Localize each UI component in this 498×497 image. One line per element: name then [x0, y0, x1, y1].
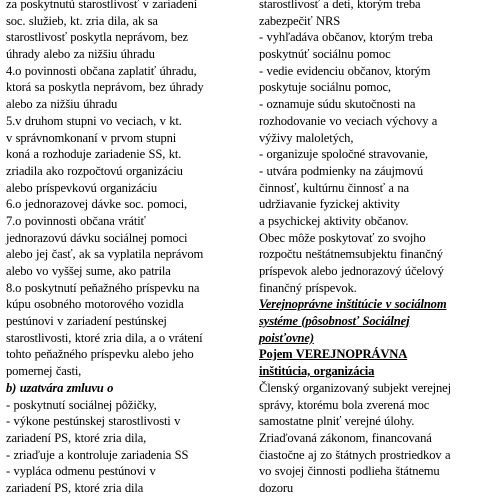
text-line: pomernej časti,: [6, 364, 82, 379]
text-line: rozhodovanie vo veciach výchovy a: [259, 113, 438, 128]
text-line: starostlivosti, ktoré zria dila, a o vrátení: [6, 330, 203, 345]
text-line: koná a rozhoduje zariadenie SS, kt.: [6, 147, 182, 162]
text-line: rozpočtu neštátnemsubjektu finančný: [259, 247, 443, 262]
text-line: Zriaďovaná zákonom, financovaná: [259, 430, 432, 445]
text-line: - organizuje spoločné stravovanie,: [259, 147, 428, 162]
text-line: alebo za nižšiu úhradu: [6, 97, 118, 112]
text-line: 8.o poskytnutí peňažného príspevku na: [6, 280, 200, 295]
text-line: - zriaďuje a kontroluje zariadenia SS: [6, 447, 189, 462]
text-line: zabezpečiť NRS: [259, 13, 341, 28]
text-line: 7.o povinnosti občana vrátiť: [6, 213, 146, 228]
bold-section-heading: Pojem VEREJNOPRÁVNA: [259, 347, 408, 362]
text-line: - výkone pestúnskej starostlivosti v: [6, 414, 181, 429]
text-line: alebo vo vyššej sume, ako patrila: [6, 264, 171, 278]
text-line: poskytnúť sociálnu pomoc: [259, 47, 391, 62]
text-line: finančný príspevok.: [259, 280, 357, 295]
text-line: kúpu osobného motorového vozidla: [6, 297, 184, 312]
text-line: - vedie evidenciu občanov, ktorým: [259, 63, 431, 78]
text-line: alebo príspevkovú organizáciu: [6, 180, 157, 195]
text-line: príspevok alebo jednorazový účelový: [259, 264, 444, 278]
text-line: 4.o povinnosti občana zaplatiť úhradu,: [6, 63, 197, 78]
text-line: alebo jej časť, ak sa vyplatila neprávom: [6, 247, 204, 262]
text-line: udržiavanie fyzickej aktivity: [259, 197, 400, 212]
text-line: - vypláca odmenu pestúnovi v: [6, 464, 156, 479]
italic-section-heading: poisťovne): [259, 330, 314, 345]
text-line: zariadení PS, ktoré zria dila,: [6, 430, 147, 445]
text-line: úhrady alebo za nižšiu úhradu: [6, 47, 155, 62]
text-line: - oznamuje súdu skutočnosti na: [259, 97, 416, 112]
text-line: zariadení PS, ktoré zria dila: [6, 480, 144, 495]
text-line: zriadila ako rozpočtovú organizáciu: [6, 163, 183, 178]
text-line: Obec môže poskytovať zo svojho: [259, 230, 426, 245]
text-line: samostatne plniť verejné úlohy.: [259, 414, 415, 429]
text-line: za poskytnutú starostlivosť v zariadení: [6, 0, 198, 11]
text-line: starostlivosť a deti, ktorým treba: [259, 0, 421, 11]
text-line: poskytuje sociálnu pomoc,: [259, 80, 391, 95]
text-line: ktorá sa poskytla neprávom, bez úhrady: [6, 80, 204, 95]
text-line: Členský organizovaný subjekt verejnej: [259, 380, 451, 395]
right-column: [259, 0, 491, 497]
text-line: a psychickej aktivity občanov.: [259, 213, 409, 228]
text-line: soc. služieb, kt. zria dila, ak sa: [6, 13, 158, 28]
text-line: vo svojej činnosti podlieha štátnemu: [259, 464, 440, 479]
text-line: čiastočne aj zo štátnych prostriedkov a: [259, 447, 451, 462]
left-column: [6, 0, 237, 497]
section-heading-b: b) uzatvára zmluvu o: [6, 380, 114, 395]
italic-section-heading: systéme (pôsobnosť Sociálnej: [259, 314, 410, 329]
text-line: dozoru: [259, 480, 294, 495]
text-line: - utvára podmienky na záujmovú: [259, 163, 423, 178]
text-line: 6.o jednorazovej dávke soc. pomoci,: [6, 197, 188, 212]
text-line: tohto peňažného príspevku alebo jeho: [6, 347, 194, 362]
text-line: - poskytnutí sociálnej pôžičky,: [6, 397, 157, 412]
text-line: v správnomkonaní v prvom stupni: [6, 130, 177, 145]
text-line: výživy maloletých,: [259, 130, 354, 145]
text-line: 5.v druhom stupni vo veciach, v kt.: [6, 113, 182, 128]
italic-section-heading: Verejnoprávne inštitúcie v sociálnom: [259, 297, 447, 312]
text-line: starostlivosť poskytla neprávom, bez: [6, 30, 188, 45]
text-line: - vyhľadáva občanov, ktorým treba: [259, 30, 433, 45]
text-line: jednorazovú dávku sociálnej pomoci: [6, 230, 188, 245]
text-line: správy, ktorému bola zverená moc: [259, 397, 430, 412]
bold-section-heading: inštitúcia, organizácia: [259, 364, 375, 379]
text-line: činnosť, kultúrnu činnosť a na: [259, 180, 409, 195]
text-line: pestúnovi v zariadení pestúnskej: [6, 314, 167, 329]
